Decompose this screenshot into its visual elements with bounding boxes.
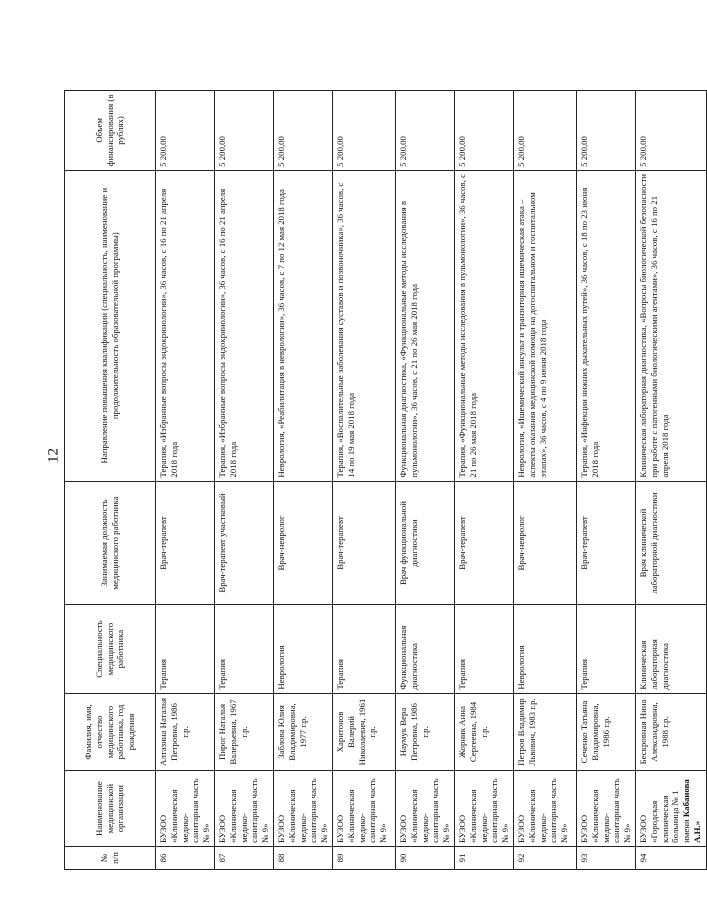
cell-name: Наумук Вера Петровна, 1986 г.р. bbox=[395, 693, 454, 771]
cell-specialty: Неврология bbox=[513, 605, 576, 693]
cell-position: Врач-терапевт bbox=[156, 481, 215, 605]
cell-name: Петров Владимир Львович, 1983 г.р. bbox=[513, 693, 576, 771]
cell-position: Врач функциональной диагностики bbox=[395, 481, 454, 605]
training-table bbox=[64, 90, 707, 870]
table-row bbox=[332, 91, 395, 870]
column-header-organization: Наименование медицинской организации bbox=[65, 771, 156, 847]
cell-organization: БУЗОО «Клиническая медико-санитарная часть № 9» bbox=[395, 771, 454, 847]
cell-organization: БУЗОО «Клиническая медико-санитарная часть № 9» bbox=[156, 771, 215, 847]
table-header-row bbox=[65, 91, 156, 870]
cell-position: Врач-невролог bbox=[273, 481, 332, 605]
column-header-number: № п/п bbox=[65, 846, 156, 869]
cell-organization bbox=[635, 771, 706, 847]
cell-number: 93 bbox=[576, 846, 635, 869]
cell-specialty: Терапия bbox=[454, 605, 513, 693]
cell-specialty: Терапия bbox=[214, 605, 273, 693]
cell-number: 88 bbox=[273, 846, 332, 869]
column-header-funding: Объем финансирования (в рублях) bbox=[65, 91, 156, 171]
page-number: 12 bbox=[45, 448, 62, 463]
cell-number: 91 bbox=[454, 846, 513, 869]
cell-name: Пирог Наталья Валерьевна, 1967 г.р. bbox=[214, 693, 273, 771]
cell-funding: 5 200,00 bbox=[214, 91, 273, 171]
table-row bbox=[273, 91, 332, 870]
cell-direction: Неврология, «Реабилитация в неврологии», 36 часов, с 7 по 12 мая 2018 года bbox=[273, 170, 332, 481]
organization-text: БУЗОО «Городская клиническая больница № 1 имени bbox=[637, 790, 692, 843]
cell-funding: 5 200,00 bbox=[576, 91, 635, 171]
cell-specialty: Функциональная диагностика bbox=[395, 605, 454, 693]
cell-organization: БУЗОО «Клиническая медико-санитарная часть № 9» bbox=[332, 771, 395, 847]
cell-direction: Терапия, «Воспалительные заболевания суставов и позвоночника», 36 часов, с 14 по 19 мая 2018 года bbox=[332, 170, 395, 481]
cell-name: Бескровная Нина Александровна, 1988 г.р. bbox=[635, 693, 706, 771]
cell-number: 94 bbox=[635, 846, 706, 869]
table-row bbox=[635, 91, 706, 870]
table-row bbox=[454, 91, 513, 870]
organization-text-bold: Кабанова А.Н.» bbox=[681, 779, 702, 843]
cell-name: Сеченко Татьяна Владимировна, 1986 г.р. bbox=[576, 693, 635, 771]
cell-direction: Клиническая лабораторная диагностика, «Вопросы биологической безопасности при работе с патогенными биологическими агентами», 36 часов, с 16 по 21 апреля 2018 года bbox=[635, 170, 706, 481]
cell-name: Харитонов Валерий Николаевич, 1961 г.р. bbox=[332, 693, 395, 771]
table-row bbox=[395, 91, 454, 870]
cell-organization: БУЗОО «Клиническая медико-санитарная часть № 9» bbox=[576, 771, 635, 847]
cell-name: Алтазина Наталья Петровна, 1986 г.р. bbox=[156, 693, 215, 771]
cell-funding: 5 200,00 bbox=[156, 91, 215, 171]
column-header-specialty: Специальность медицинского работника bbox=[65, 605, 156, 693]
cell-name: Заблова Юлия Владимировна, 1977 г.р. bbox=[273, 693, 332, 771]
cell-position: Врач-невролог bbox=[513, 481, 576, 605]
cell-funding: 5 200,00 bbox=[395, 91, 454, 171]
cell-organization: БУЗОО «Клиническая медико-санитарная часть № 9» bbox=[454, 771, 513, 847]
column-header-name: Фамилия, имя, отчество медицинского работника, год рождения bbox=[65, 693, 156, 771]
cell-funding: 5 200,00 bbox=[513, 91, 576, 171]
cell-number: 86 bbox=[156, 846, 215, 869]
cell-name: Жорник Анна Сергеевна, 1984 г.р. bbox=[454, 693, 513, 771]
cell-number: 87 bbox=[214, 846, 273, 869]
cell-organization: БУЗОО «Клиническая медико-санитарная часть № 9» bbox=[513, 771, 576, 847]
table-row bbox=[156, 91, 215, 870]
cell-direction: Терапия, «Избранные вопросы эндокринологии», 36 часов, с 16 по 21 апреля 2018 года bbox=[214, 170, 273, 481]
cell-direction: Терапия, «Инфекции нижних дыхательных путей», 36 часов, с 18 по 23 июня 2018 года bbox=[576, 170, 635, 481]
cell-organization: БУЗОО «Клиническая медико-санитарная часть № 9» bbox=[214, 771, 273, 847]
cell-specialty: Неврология bbox=[273, 605, 332, 693]
column-header-position: Занимаемая должность медицинского работника bbox=[65, 481, 156, 605]
cell-direction: Неврология, «Ишемический инсульт и транзиторная ишемическая атака – аспекты оказания медицинской помощи на догоспитальном и госпитальном этапах», 36 часов, с 4 по 9 июня 2018 года bbox=[513, 170, 576, 481]
cell-specialty: Терапия bbox=[576, 605, 635, 693]
column-header-direction: Направление повышения квалификации (специальность, наименование и продолжительность образовательной программы) bbox=[65, 170, 156, 481]
table-row bbox=[576, 91, 635, 870]
cell-funding: 5 200,00 bbox=[332, 91, 395, 171]
cell-position: Врач-терапевт bbox=[332, 481, 395, 605]
cell-specialty: Терапия bbox=[156, 605, 215, 693]
cell-number: 89 bbox=[332, 846, 395, 869]
cell-direction: Функциональная диагностика, «Функциональные методы исследования в пульмонологии», 36 часов, с 21 по 26 мая 2018 года bbox=[395, 170, 454, 481]
cell-number: 92 bbox=[513, 846, 576, 869]
cell-funding: 5 200,00 bbox=[635, 91, 706, 171]
cell-funding: 5 200,00 bbox=[454, 91, 513, 171]
cell-funding: 5 200,00 bbox=[273, 91, 332, 171]
cell-position: Врач-терапевт bbox=[454, 481, 513, 605]
cell-number: 90 bbox=[395, 846, 454, 869]
table-row bbox=[214, 91, 273, 870]
cell-organization: БУЗОО «Клиническая медико-санитарная часть № 9» bbox=[273, 771, 332, 847]
cell-specialty: Клиническая лабораторная диагностика bbox=[635, 605, 706, 693]
cell-position: Врач клинической лабораторной диагностики bbox=[635, 481, 706, 605]
cell-position: Врач-терапевт участковый bbox=[214, 481, 273, 605]
cell-direction: Терапия, «Избранные вопросы эндокринологии», 36 часов, с 16 по 21 апреля 2018 года bbox=[156, 170, 215, 481]
cell-position: Врач-терапевт bbox=[576, 481, 635, 605]
table-row bbox=[513, 91, 576, 870]
cell-direction: Терапия, «Функциональные методы исследования в пульмонологии», 36 часов, с 21 по 26 мая 2018 года bbox=[454, 170, 513, 481]
cell-specialty: Терапия bbox=[332, 605, 395, 693]
rotated-table-container bbox=[64, 90, 702, 870]
